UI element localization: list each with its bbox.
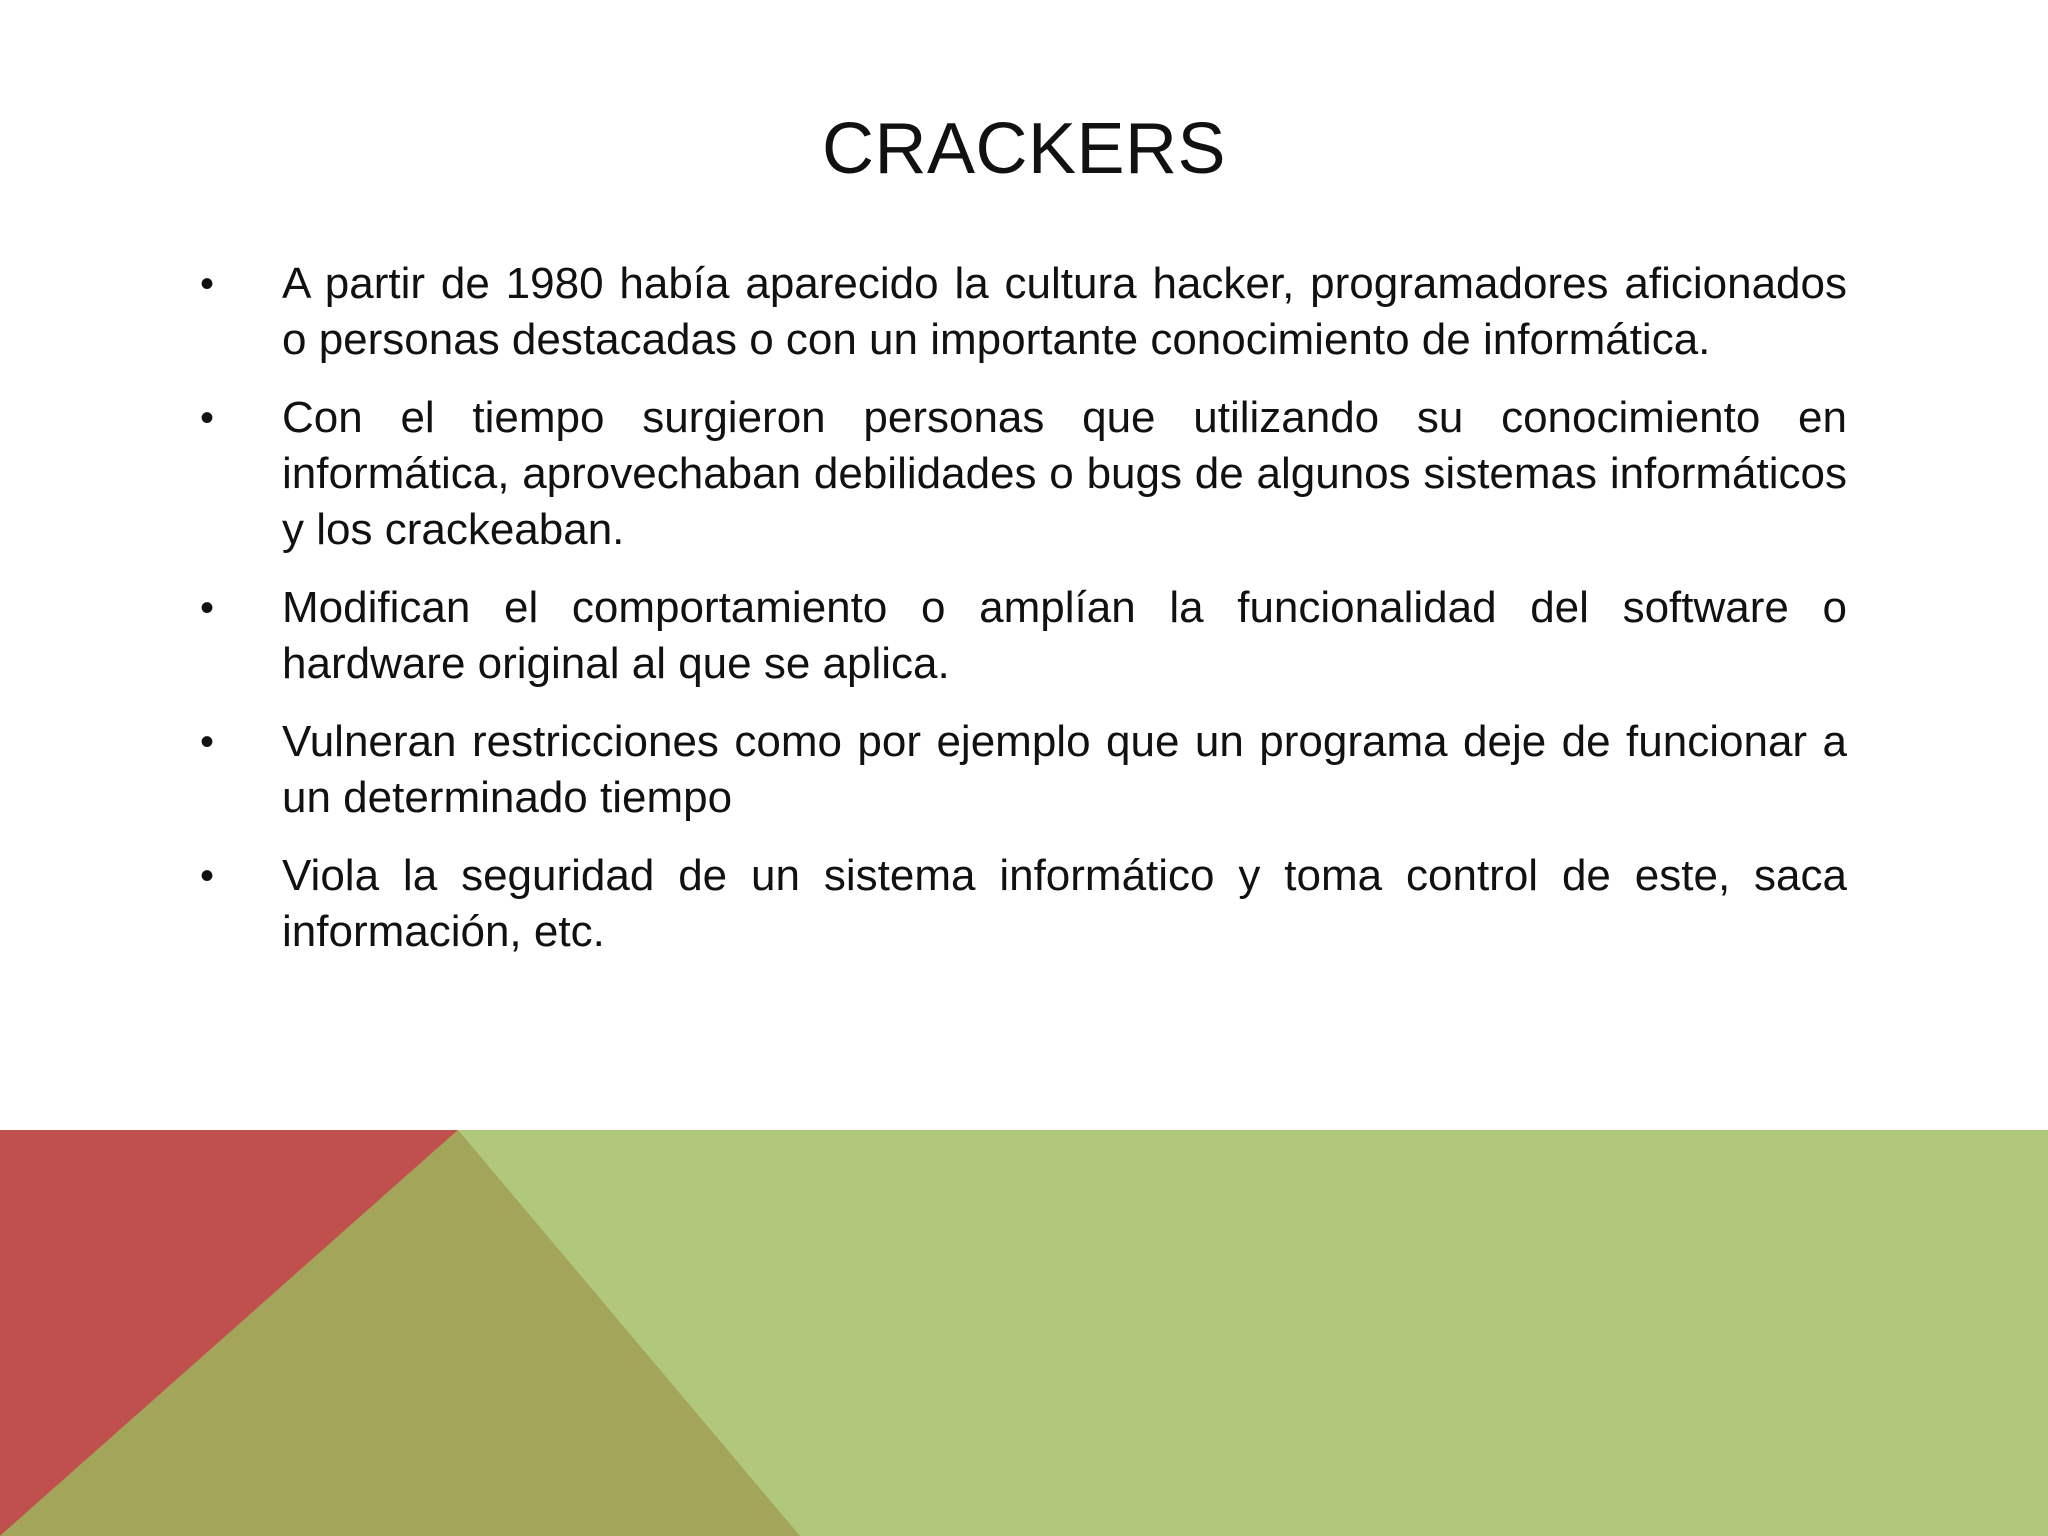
slide-title: CRACKERS <box>821 109 1227 189</box>
bullet-item <box>200 848 1847 960</box>
bullet-text: Con el tiempo surgieron personas que utilizando su conocimiento en informática, aprovechaban debilidades o bugs de algunos sistemas informáticos y los crackeaban. <box>282 393 1847 554</box>
bullet-text: A partir de 1980 había aparecido la cultura hacker, programadores aficionados o personas destacadas o con un importante conocimiento de informática. <box>282 259 1847 364</box>
bullet-icon: • <box>200 854 215 898</box>
bullet-item <box>200 580 1847 692</box>
bullet-list <box>200 256 1847 982</box>
decorative-footer <box>0 1130 2048 1536</box>
bullet-icon: • <box>200 262 215 306</box>
bullet-item <box>200 714 1847 826</box>
bullet-text: Modifican el comportamiento o amplían la funcionalidad del software o hardware original al que se aplica. <box>282 583 1847 688</box>
bullet-icon: • <box>200 586 215 630</box>
bullet-item <box>200 256 1847 368</box>
bullet-text: Viola la seguridad de un sistema informático y toma control de este, saca información, etc. <box>282 851 1847 956</box>
bullet-icon: • <box>200 720 215 764</box>
bullet-text: Vulneran restricciones como por ejemplo que un programa deje de funcionar a un determinado tiempo <box>282 717 1847 822</box>
bullet-item <box>200 390 1847 558</box>
bullet-icon: • <box>200 396 215 440</box>
